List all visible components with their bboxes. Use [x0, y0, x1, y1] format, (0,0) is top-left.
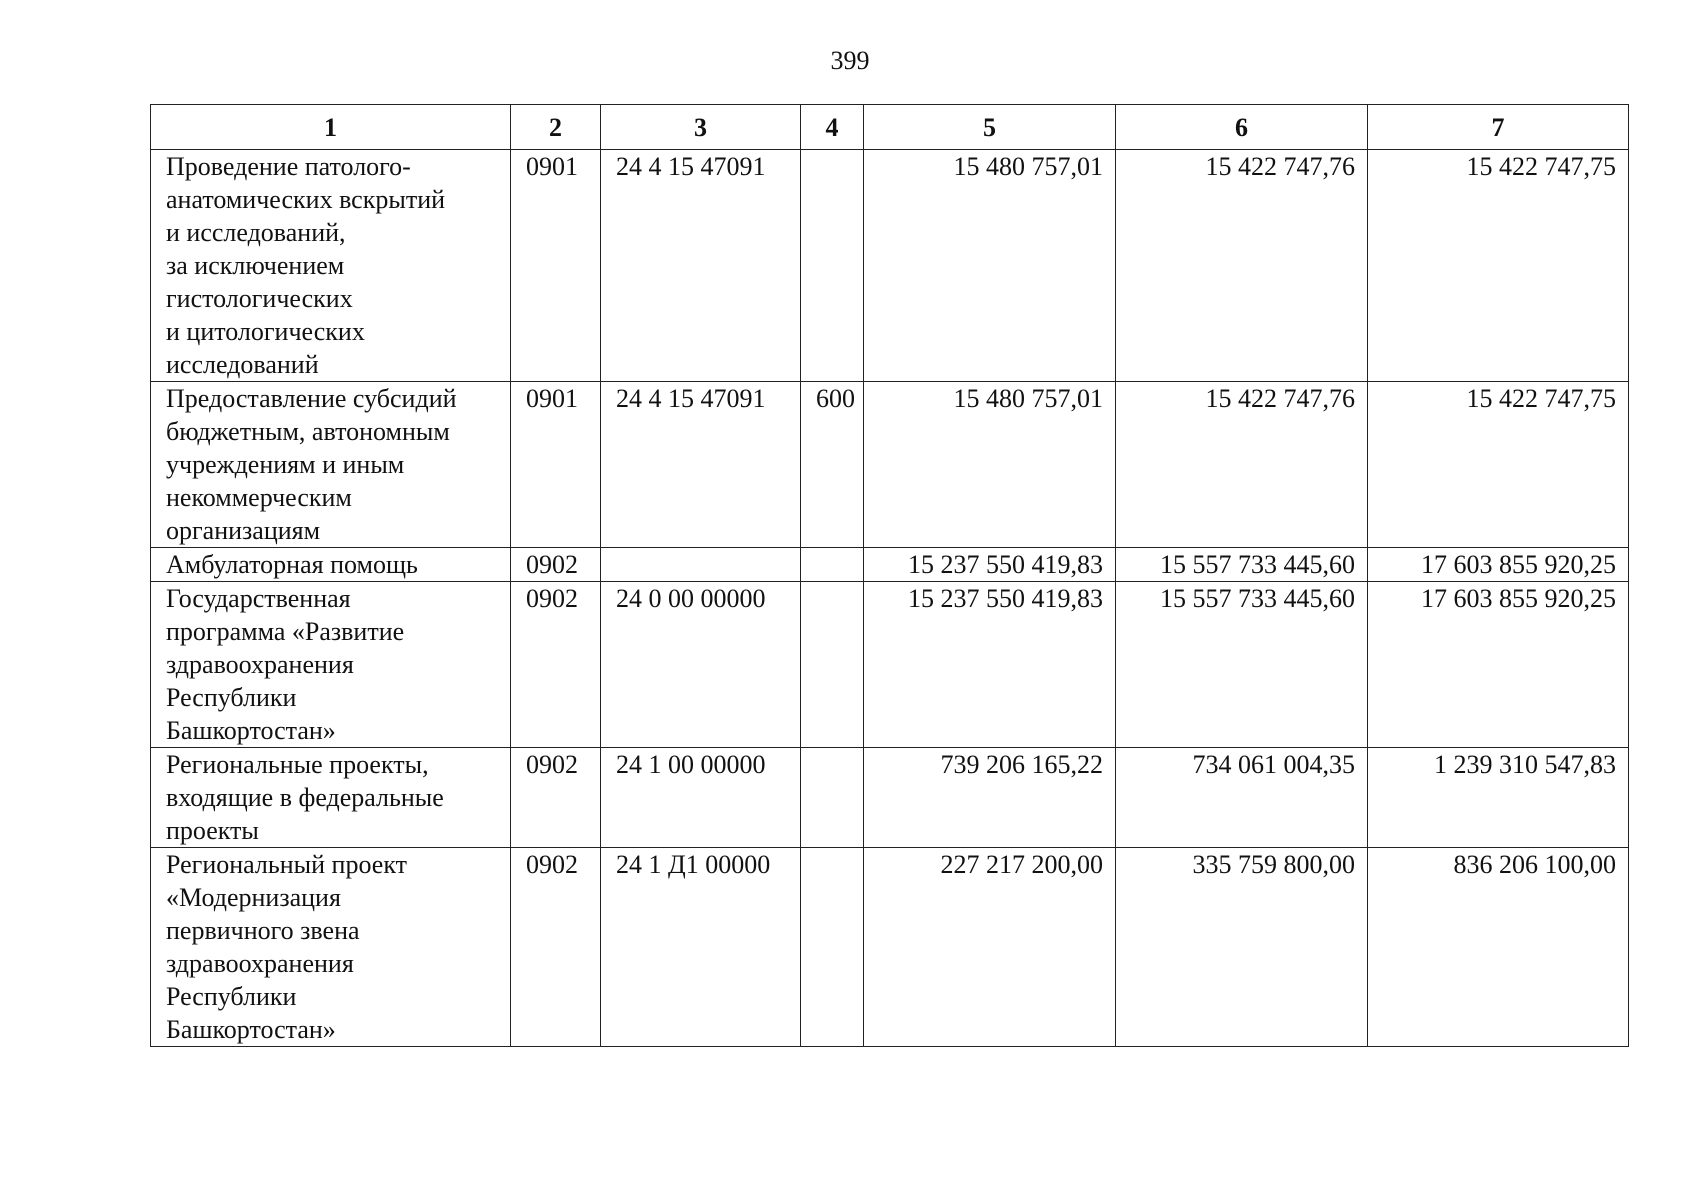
table-row — [151, 848, 1629, 1047]
page-number: 399 — [830, 46, 870, 75]
table-row — [151, 382, 1629, 548]
column-header-7: 7 — [1368, 105, 1629, 150]
column-header-5: 5 — [864, 105, 1116, 150]
row-name: Амбулаторная помощь — [151, 548, 511, 582]
row-section-code: 0902 — [511, 748, 601, 848]
row-amount-6: 15 422 747,76 — [1116, 150, 1368, 382]
row-name: Региональные проекты, входящие в федеральные проекты — [151, 748, 511, 848]
row-expense-kind — [801, 848, 864, 1047]
row-amount-5: 15 480 757,01 — [864, 150, 1116, 382]
row-article-code: 24 1 00 00000 — [601, 748, 801, 848]
table-header-row — [151, 105, 1629, 150]
row-amount-7: 836 206 100,00 — [1368, 848, 1629, 1047]
column-header-3: 3 — [601, 105, 801, 150]
row-amount-5: 227 217 200,00 — [864, 848, 1116, 1047]
row-article-code: 24 1 Д1 00000 — [601, 848, 801, 1047]
row-amount-6: 15 557 733 445,60 — [1116, 548, 1368, 582]
budget-table — [150, 104, 1629, 1047]
row-amount-6: 335 759 800,00 — [1116, 848, 1368, 1047]
row-name: Государственная программа «Развитие здравоохранения Республики Башкортостан» — [151, 582, 511, 748]
column-header-4: 4 — [801, 105, 864, 150]
row-section-code: 0902 — [511, 548, 601, 582]
row-amount-7: 15 422 747,75 — [1368, 150, 1629, 382]
column-header-6: 6 — [1116, 105, 1368, 150]
row-name: Проведение патолого- анатомических вскрытий и исследований, за исключением гистологических и цитологических исследований — [151, 150, 511, 382]
row-amount-5: 15 237 550 419,83 — [864, 582, 1116, 748]
row-expense-kind — [801, 748, 864, 848]
row-amount-5: 15 480 757,01 — [864, 382, 1116, 548]
row-name: Региональный проект «Модернизация первичного звена здравоохранения Республики Башкортостан» — [151, 848, 511, 1047]
column-header-1: 1 — [151, 105, 511, 150]
row-amount-7: 15 422 747,75 — [1368, 382, 1629, 548]
row-amount-6: 15 557 733 445,60 — [1116, 582, 1368, 748]
row-section-code: 0902 — [511, 848, 601, 1047]
row-expense-kind — [801, 548, 864, 582]
row-article-code — [601, 548, 801, 582]
row-article-code: 24 0 00 00000 — [601, 582, 801, 748]
row-amount-6: 15 422 747,76 — [1116, 382, 1368, 548]
row-section-code: 0901 — [511, 150, 601, 382]
row-amount-5: 15 237 550 419,83 — [864, 548, 1116, 582]
table-row — [151, 748, 1629, 848]
table-row — [151, 548, 1629, 582]
column-header-2: 2 — [511, 105, 601, 150]
row-amount-6: 734 061 004,35 — [1116, 748, 1368, 848]
table-row — [151, 582, 1629, 748]
row-expense-kind — [801, 150, 864, 382]
row-article-code: 24 4 15 47091 — [601, 150, 801, 382]
row-expense-kind: 600 — [801, 382, 864, 548]
row-amount-7: 17 603 855 920,25 — [1368, 548, 1629, 582]
row-section-code: 0901 — [511, 382, 601, 548]
row-article-code: 24 4 15 47091 — [601, 382, 801, 548]
row-amount-7: 1 239 310 547,83 — [1368, 748, 1629, 848]
row-section-code: 0902 — [511, 582, 601, 748]
row-expense-kind — [801, 582, 864, 748]
row-amount-7: 17 603 855 920,25 — [1368, 582, 1629, 748]
table-row — [151, 150, 1629, 382]
row-amount-5: 739 206 165,22 — [864, 748, 1116, 848]
row-name: Предоставление субсидий бюджетным, автономным учреждениям и иным некоммерческим организациям — [151, 382, 511, 548]
